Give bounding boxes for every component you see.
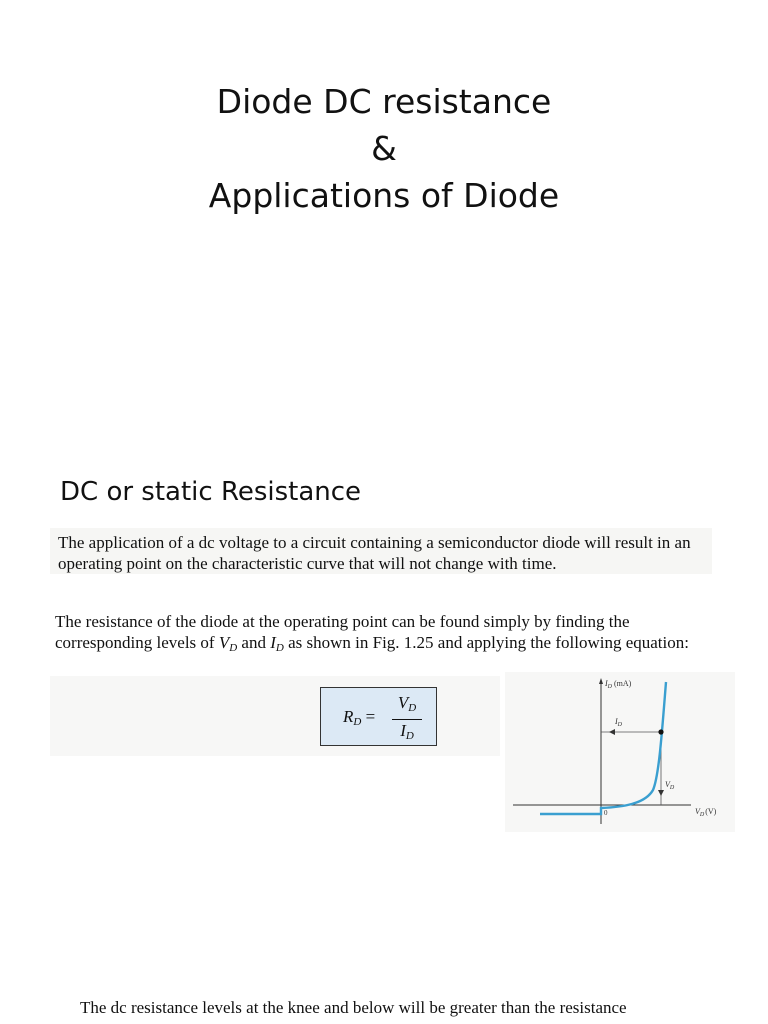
equation-numerator: $V_D$ bbox=[397, 693, 417, 714]
y-axis-label: $I_D$ (mA) bbox=[605, 679, 632, 690]
paragraph-operating-point: The application of a dc voltage to a circuit containing a semiconductor diode will result in an operating point on the characteristic curve that will not change with time. bbox=[58, 533, 691, 573]
paragraph-knee-resistance: The dc resistance levels at the knee and below will be greater than the resistance bbox=[80, 998, 627, 1017]
p2-text-2: as shown in Fig. 1.25 and applying the following equation: bbox=[283, 633, 689, 652]
equation-denominator: $I_D$ bbox=[400, 721, 414, 742]
title-line-2: & bbox=[371, 129, 397, 168]
p2-and: and bbox=[237, 633, 271, 652]
operating-point bbox=[658, 729, 663, 734]
paragraph-resistance bbox=[55, 611, 715, 659]
title-line-1: Diode DC resistance bbox=[216, 82, 552, 121]
id-marker-label: $I_D$ bbox=[615, 717, 623, 728]
equation-fraction bbox=[392, 693, 422, 746]
vd-marker-label: $V_D$ bbox=[665, 780, 675, 791]
fraction-bar bbox=[392, 719, 422, 720]
x-axis-label: $V_D(V)$ bbox=[695, 807, 717, 818]
p2-text-1: The resistance of the diode at the operating point can be found simply by finding the corresponding levels of bbox=[55, 612, 630, 652]
p2-vd: $V_D$ bbox=[218, 633, 238, 654]
slide-title bbox=[0, 78, 768, 219]
equation-lhs: $R_D$ = bbox=[343, 707, 376, 728]
diode-characteristic-figure bbox=[505, 672, 735, 832]
origin-label: 0 bbox=[604, 809, 608, 817]
section-heading: DC or static Resistance bbox=[60, 477, 362, 507]
p2-id: $I_D$ bbox=[270, 633, 284, 654]
equation-box bbox=[320, 687, 437, 746]
figure-background bbox=[505, 672, 735, 832]
title-line-3: Applications of Diode bbox=[208, 176, 560, 215]
